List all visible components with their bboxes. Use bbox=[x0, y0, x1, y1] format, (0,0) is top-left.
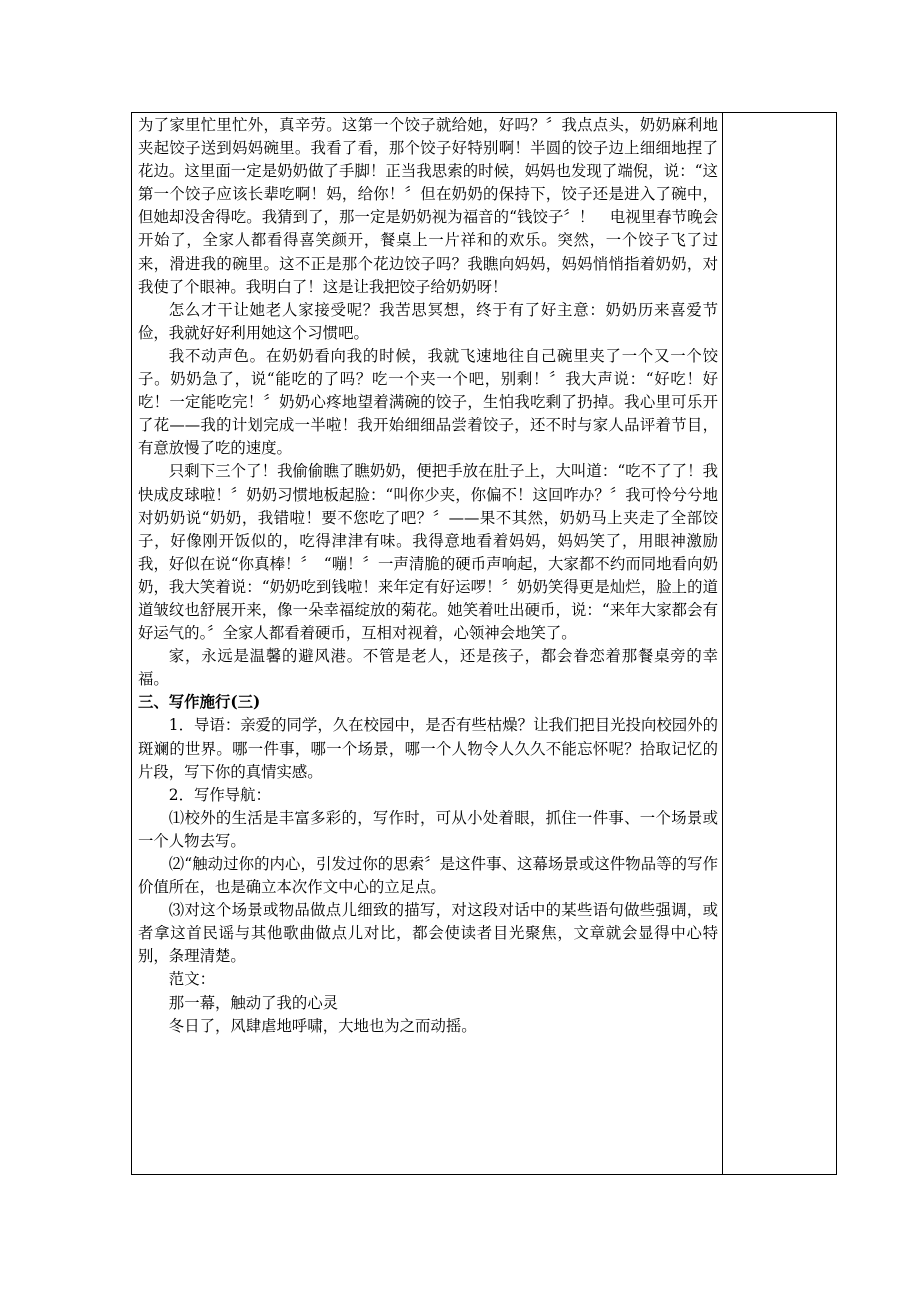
paragraph-intro: 1．导语：亲爱的同学，久在校园中，是否有些枯燥？让我们把目光投向校园外的斑斓的世界。哪一件事，哪一个场景，哪一个人物令人久久不能忘怀呢？拾取记忆的片段，写下你的真情实感。 bbox=[138, 716, 718, 781]
paragraph-guide-2: ⑵“触动过你的内心，引发过你的思索〞是这件事、这幕场景或这件物品等的写作价值所在，也是确立本次作文中心的立足点。 bbox=[138, 855, 718, 897]
paragraph-5: 家，永远是温馨的避风港。不管是老人，还是孩子，都会眷恋着那餐桌旁的幸福。 bbox=[138, 647, 718, 689]
paragraph-sample-first-line: 冬日了，风肆虐地呼啸，大地也为之而动摇。 bbox=[168, 1016, 477, 1035]
paragraph-2: 怎么才干让她老人家接受呢？我苦思冥想，终于有了好主意：奶奶历来喜爱节俭，我就好好利用她这个习惯吧。 bbox=[138, 300, 718, 342]
section-heading: 三、写作施行(三) bbox=[138, 693, 261, 712]
paragraph-guide-3: ⑶对这个场景或物品做点儿细致的描写，对这段对话中的某些语句做些强调，或者拿这首民谣与其他歌曲做点儿对比，都会使读者目光聚焦，文章就会显得中心特别，条理清楚。 bbox=[138, 901, 718, 966]
paragraph-3: 我不动声色。在奶奶看向我的时候，我就飞速地往自己碗里夹了一个又一个饺子。奶奶急了，说“能吃的了吗？吃一个夹一个吧，别剩！〞我大声说：“好吃！好吃！一定能吃完！〞奶奶心疼地望着满碗的饺子，生怕我吃剩了扔掉。我心里可乐开了花——我的计划完成一半啦！我开始细细品尝着饺子，还不时与家人品评着节目，有意放慢了吃的速度。 bbox=[138, 346, 718, 458]
paragraph-guide-1: ⑴校外的生活是丰富多彩的，写作时，可从小处着眼，抓住一件事、一个场景或一个人物去写。 bbox=[138, 808, 718, 850]
paragraph-sample-title: 那一幕，触动了我的心灵 bbox=[168, 993, 339, 1012]
paragraph-1: 为了家里忙里忙外，真辛劳。这第一个饺子就给她，好吗？〞我点点头，奶奶麻利地夹起饺子送到妈妈碗里。我看了看，那个饺子好特别啊！半圆的饺子边上细细地捏了花边。这里面一定是奶奶做了手脚！正当我思索的时候，妈妈也发现了端倪，说：“这第一个饺子应该长辈吃啊！妈，给你！〞但在奶奶的保持下，饺子还是进入了碗中，但她却没舍得吃。我猜到了，那一定是奶奶视为福音的“钱饺子〞！ 电视里春节晚会开始了，全家人都看得喜笑颜开，餐桌上一片祥和的欢乐。突然，一个饺子飞了过来，滑进我的碗里。这不正是那个花边饺子吗？我瞧向妈妈，妈妈悄悄指着奶奶，对我使了个眼神。我明白了！这是让我把饺子给奶奶呀！ bbox=[138, 116, 718, 296]
paragraph-4: 只剩下三个了！我偷偷瞧了瞧奶奶，便把手放在肚子上，大叫道：“吃不了了！我快成皮球啦！〞奶奶习惯地板起脸：“叫你少夹，你偏不！这回咋办？〞我可怜兮兮地对奶奶说“奶奶，我错啦！要不您吃了吧？〞——果不其然，奶奶马上夹走了全部饺子，好像刚开饭似的，吃得津津有味。我得意地看着妈妈，妈妈笑了，用眼神激励我，好似在说“你真棒！〞 “嘣！〞一声清脆的硬币声响起，大家都不约而同地看向奶奶，我大笑着说：“奶奶吃到钱啦！来年定有好运啰！〞奶奶笑得更是灿烂，脸上的道道皱纹也舒展开来，像一朵幸福绽放的菊花。她笑着吐出硬币，说：“来年大家都会有好运气的。〞全家人都看着硬币，互相对视着，心领神会地笑了。 bbox=[138, 462, 718, 643]
paragraph-guide-title: 2．写作导航： bbox=[168, 785, 271, 804]
document-content bbox=[138, 114, 718, 1038]
column-divider bbox=[722, 112, 723, 1175]
paragraph-sample-label: 范文： bbox=[168, 970, 215, 989]
